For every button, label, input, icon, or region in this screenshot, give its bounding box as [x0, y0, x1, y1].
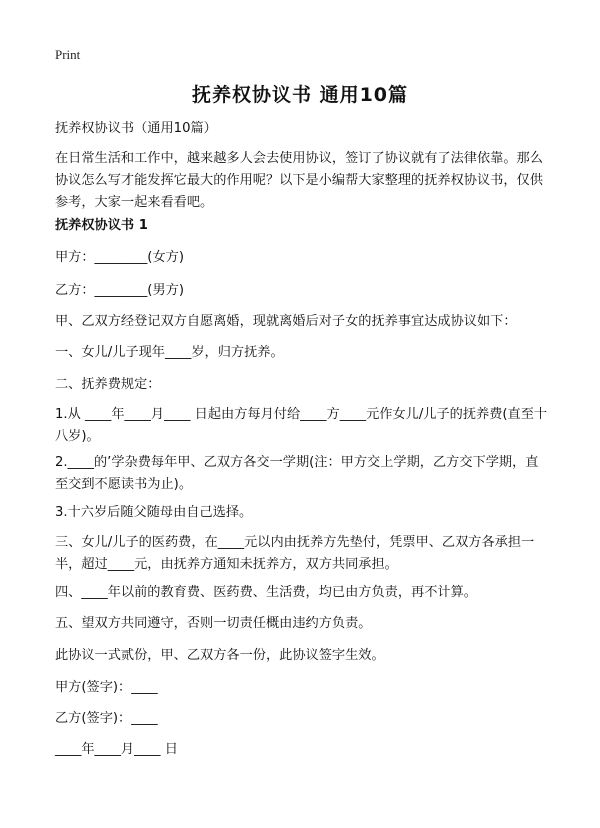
document-subtitle: 抚养权协议书（通用10篇） [55, 121, 217, 136]
date-line: ____年____月____ 日 [55, 742, 178, 757]
clause-2-3: 3.十六岁后随父随母由自己选择。 [55, 505, 253, 520]
clause-2: 二、抚养费规定： [55, 377, 161, 392]
intro-paragraph: 在日常生活和工作中，越来越多人会去使用协议，签订了协议就有了法律依靠。那么协议怎么写才能发挥它最大的作用呢？以下是小编帮大家整理的抚养权协议书，仅供参考，大家一起来看看吧。 [55, 151, 543, 210]
clause-1: 一、女儿/儿子现年____岁，归方抚养。 [55, 345, 284, 360]
clause-3: 三、女儿/儿子的医药费，在____元以内由抚养方先垫付，凭票甲、乙双方各承担一半，超过____元，由抚养方通知未抚养方，双方共同承担。 [55, 535, 535, 572]
signature-party-a: 甲方(签字)：____ [55, 680, 158, 695]
signature-party-b: 乙方(签字)：____ [55, 711, 158, 726]
preamble-paragraph: 甲、乙双方经登记双方自愿离婚，现就离婚后对子女的抚养事宜达成协议如下： [55, 314, 517, 329]
clause-2-2: 2.____的’学杂费每年甲、乙双方各交一学期(注：甲方交上学期，乙方交下学期，直至交到不愿读书为止)。 [55, 455, 539, 492]
print-label: Print [55, 47, 81, 62]
section-heading: 抚养权协议书 1 [55, 218, 148, 233]
party-a-line: 甲方：________(女方) [55, 250, 184, 265]
party-b-line: 乙方：________(男方) [55, 283, 184, 298]
document-title: 抚养权协议书 通用10篇 [191, 84, 409, 106]
copies-paragraph: 此协议一式贰份，甲、乙双方各一份，此协议签字生效。 [55, 648, 385, 663]
clause-2-1: 1.从 ____年____月____ 日起由方每月付给____方____元作女儿/儿子的抚养费(直至十八岁)。 [55, 407, 548, 444]
clause-4: 四、____年以前的教育费、医药费、生活费，均已由方负责，再不计算。 [55, 585, 477, 600]
clause-5: 五、望双方共同遵守，否则一切责任概由违约方负责。 [55, 616, 372, 631]
